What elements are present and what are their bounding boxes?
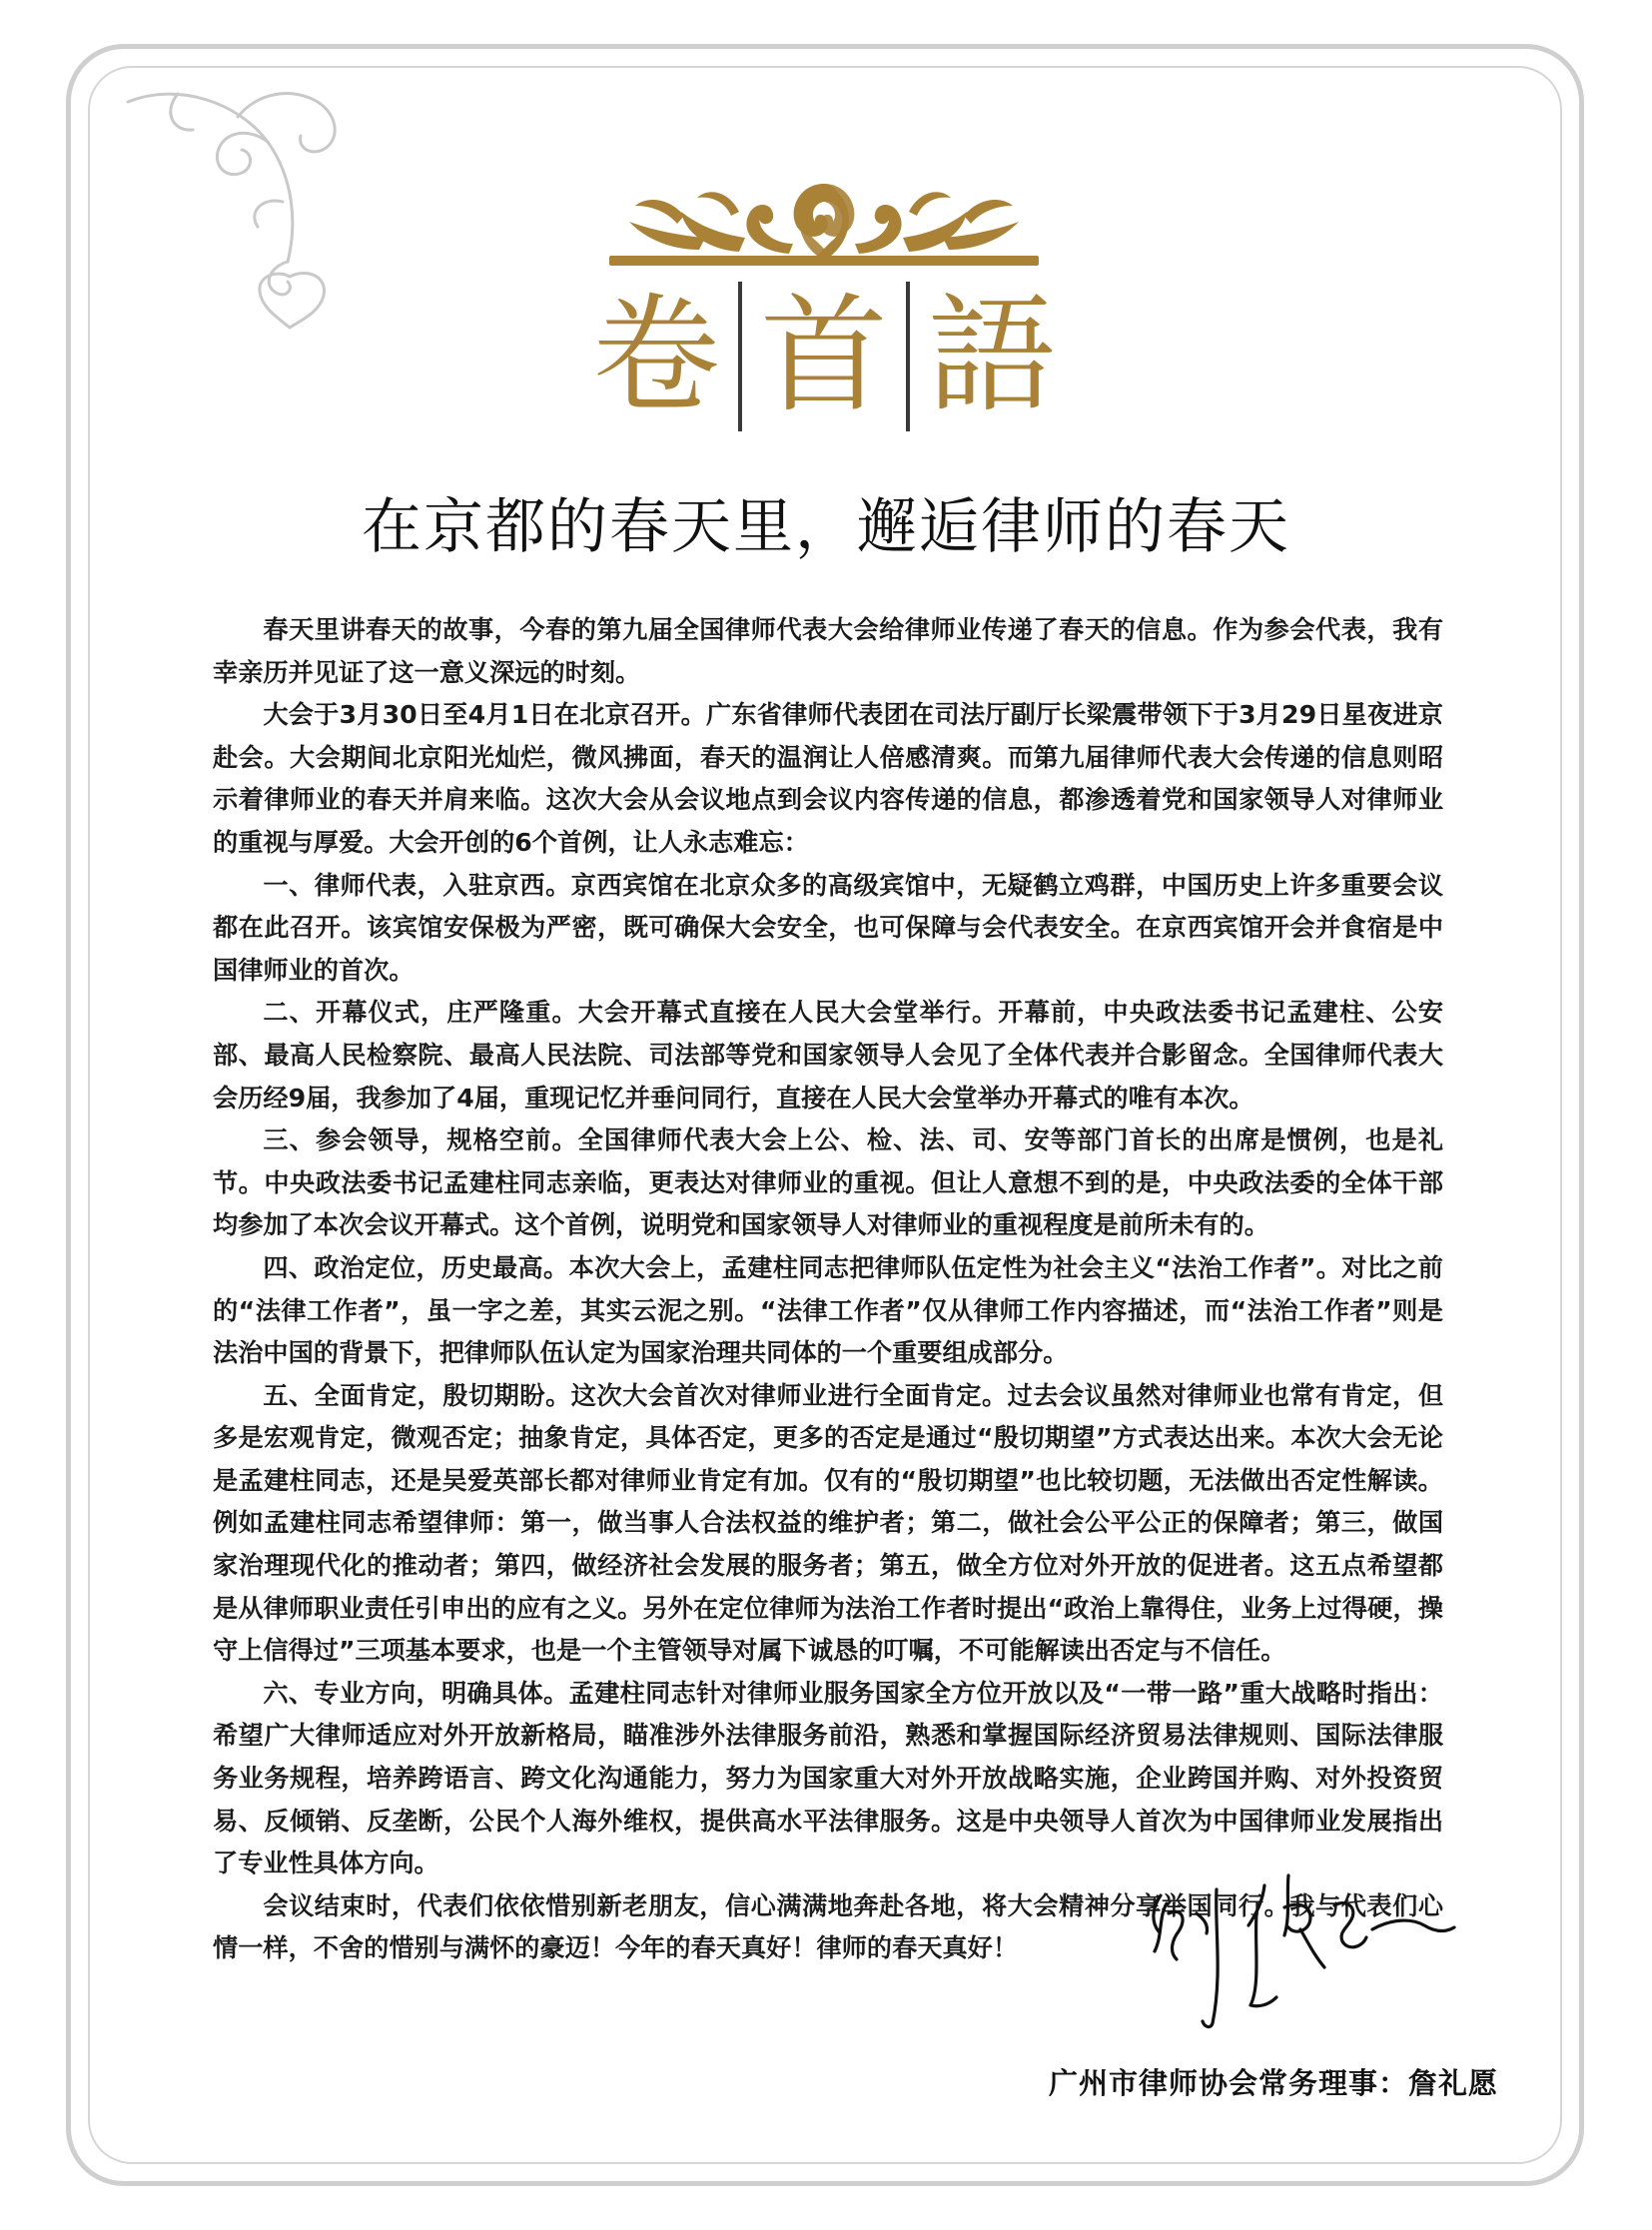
- handwritten-signature: [1139, 1856, 1468, 2045]
- masthead-char: 首: [759, 282, 888, 430]
- masthead-char: 卷: [591, 282, 720, 430]
- swirl-heart-ornament: [118, 72, 358, 332]
- article-body: [213, 609, 1443, 1970]
- paragraph: 春天里讲春天的故事，今春的第九届全国律师代表大会给律师业传递了春天的信息。作为参会代表，我有幸亲历并见证了这一意义深远的时刻。: [213, 615, 1443, 687]
- paragraph: 一、律师代表，入驻京西。京西宾馆在北京众多的高级宾馆中，无疑鹤立鸡群，中国历史上许多重要会议都在此召开。该宾馆安保极为严密，既可确保大会安全，也可保障与会代表安全。在京西宾馆开会并食宿是中国律师业的首次。: [213, 870, 1443, 985]
- masthead: [559, 272, 1089, 441]
- paragraph: 六、专业方向，明确具体。孟建柱同志针对律师业服务国家全方位开放以及“一带一路”重大战略时指出：希望广大律师适应对外开放新格局，瞄准涉外法律服务前沿，熟悉和掌握国际经济贸易法律规则、国际法律服务业务规程，培养跨语言、跨文化沟通能力，努力为国家重大对外开放战略实施，企业跨国并购、对外投资贸易、反倾销、反垄断，公民个人海外维权，提供高水平法律服务。这是中央领导人首次为中国律师业发展指出了专业性具体方向。: [213, 1678, 1443, 1878]
- paragraph: 三、参会领导，规格空前。全国律师代表大会上公、检、法、司、安等部门首长的出席是惯例，也是礼节。中央政法委书记孟建柱同志亲临，更表达对律师业的重视。但让人意想不到的是，中央政法委的全体干部均参加了本次会议开幕式。这个首例，说明党和国家领导人对律师业的重视程度是前所未有的。: [213, 1125, 1443, 1240]
- gold-crest-ornament: [589, 172, 1059, 272]
- author-signature-line: 广州市律师协会常务理事：詹礼愿: [1048, 2066, 1498, 2100]
- article-title: 在京都的春天里，邂逅律师的春天: [362, 492, 1290, 562]
- paragraph: 二、开幕仪式，庄严隆重。大会开幕式直接在人民大会堂举行。开幕前，中央政法委书记孟建柱、公安部、最高人民检察院、最高人民法院、司法部等党和国家领导人会见了全体代表并合影留念。全国律师代表大会历经9届，我参加了4届，重现记忆并垂问同行，直接在人民大会堂举办开幕式的唯有本次。: [213, 998, 1443, 1113]
- paragraph: 大会于3月30日至4月1日在北京召开。广东省律师代表团在司法厅副厅长梁震带领下于3月29日星夜进京赴会。大会期间北京阳光灿烂，微风拂面，春天的温润让人倍感清爽。而第九届律师代表大会传递的信息则昭示着律师业的春天并肩来临。这次大会从会议地点到会议内容传递的信息，都渗透着党和国家领导人对律师业的重视与厚爱。大会开创的6个首例，让人永志难忘：: [213, 700, 1443, 857]
- masthead-char: 語: [928, 282, 1057, 430]
- paragraph: 四、政治定位，历史最高。本次大会上，孟建柱同志把律师队伍定性为社会主义“法治工作者”。对比之前的“法律工作者”，虽一字之差，其实云泥之别。“法律工作者”仅从律师工作内容描述，而“法治工作者”则是法治中国的背景下，把律师队伍认定为国家治理共同体的一个重要组成部分。: [213, 1252, 1443, 1368]
- paragraph: 五、全面肯定，殷切期盼。这次大会首次对律师业进行全面肯定。过去会议虽然对律师业也常有肯定，但多是宏观肯定，微观否定；抽象肯定，具体否定，更多的否定是通过“殷切期望”方式表达出来。本次大会无论是孟建柱同志，还是吴爱英部长都对律师业肯定有加。仅有的“殷切期望”也比较切题，无法做出否定性解读。例如孟建柱同志希望律师：第一，做当事人合法权益的维护者；第二，做社会公平公正的保障者；第三，做国家治理现代化的推动者；第四，做经济社会发展的服务者；第五，做全方位对外开放的促进者。这五点希望都是从律师职业责任引申出的应有之义。另外在定位律师为法治工作者时提出“政治上靠得住，业务上过得硬，操守上信得过”三项基本要求，也是一个主管领导对属下诚恳的叮嘱，不可能解读出否定与不信任。: [213, 1380, 1443, 1666]
- paragraph: 会议结束时，代表们依依惜别新老朋友，信心满满地奔赴各地，将大会精神分享举国同行。我与代表们心情一样，不舍的惜别与满怀的豪迈！今年的春天真好！律师的春天真好！: [213, 1890, 1443, 1963]
